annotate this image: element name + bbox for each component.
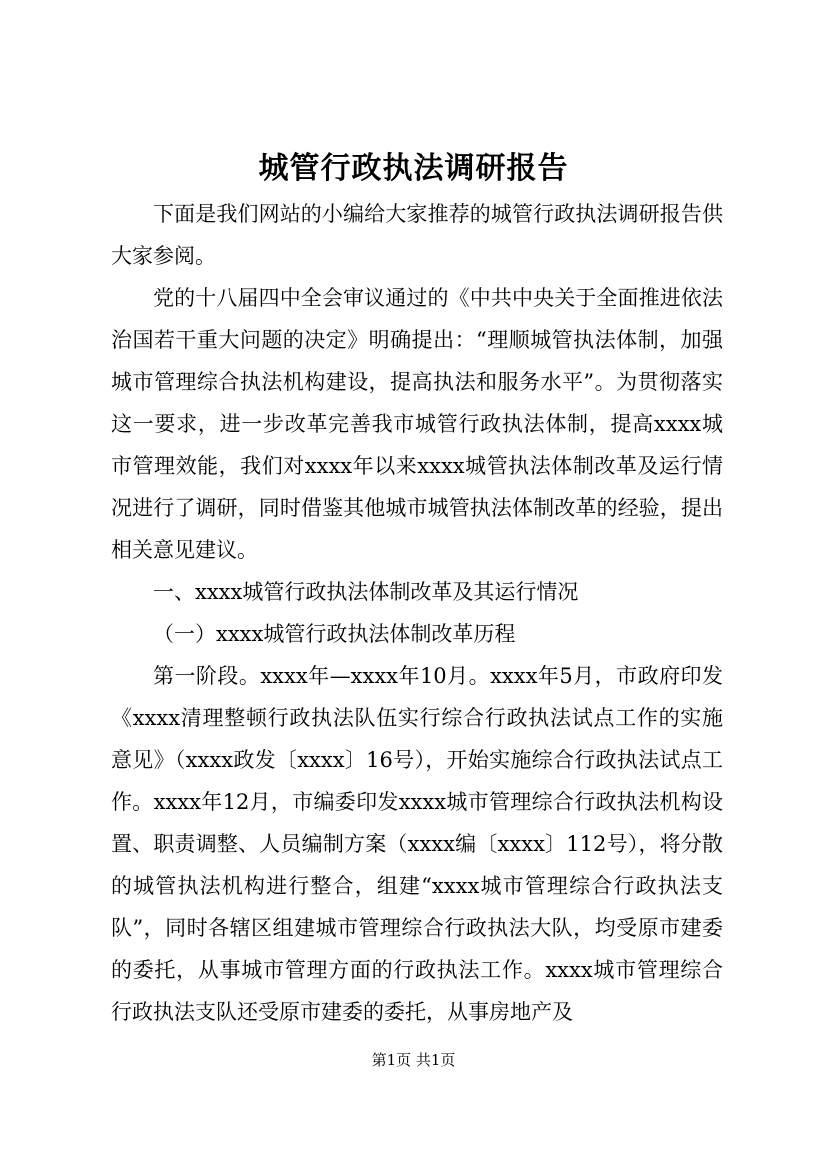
page-footer: 第1页 共1页 <box>371 1051 456 1069</box>
background-paragraph: 党的十八届四中全会审议通过的《中共中央关于全面推进依法治国若干重大问题的决定》明确提出：“理顺城管执法体制，加强城市管理综合执法机构建设，提高执法和服务水平”。为贯彻落实这一要求，进一步改革完善我市城管行政执法体制，提高xxxx城市管理效能，我们对xxxx年以来xxxx城管执法体制改革及运行情况进行了调研，同时借鉴其他城市城管执法体制改革的经验，提出相关意见建议。 <box>111 286 723 562</box>
document-title: 城管行政执法调研报告 <box>258 151 569 186</box>
document-body <box>111 193 723 1033</box>
subsection-heading: （一）xxxx城管行政执法体制改革历程 <box>153 622 516 646</box>
phase-one-paragraph: 第一阶段。xxxx年—xxxx年10月。xxxx年5月，市政府印发《xxxx清理整顿行政执法队伍实行综合行政执法试点工作的实施意见》（xxxx政发〔xxxx〕16号），开始实施综合行政执法试点工作。xxxx年12月，市编委印发xxxx城市管理综合行政执法机构设置、职责调整、人员编制方案（xxxx编〔xxxx〕112号），将分散的城管执法机构进行整合，组建“xxxx城市管理综合行政执法支队”，同时各辖区组建城市管理综合行政执法大队，均受原市建委的委托，从事城市管理方面的行政执法工作。xxxx城市管理综合行政执法支队还受原市建委的委托，从事房地产及 <box>111 664 723 1024</box>
section-heading: 一、xxxx城管行政执法体制改革及其运行情况 <box>153 580 579 604</box>
intro-paragraph: 下面是我们网站的小编给大家推荐的城管行政执法调研报告供大家参阅。 <box>111 202 723 268</box>
